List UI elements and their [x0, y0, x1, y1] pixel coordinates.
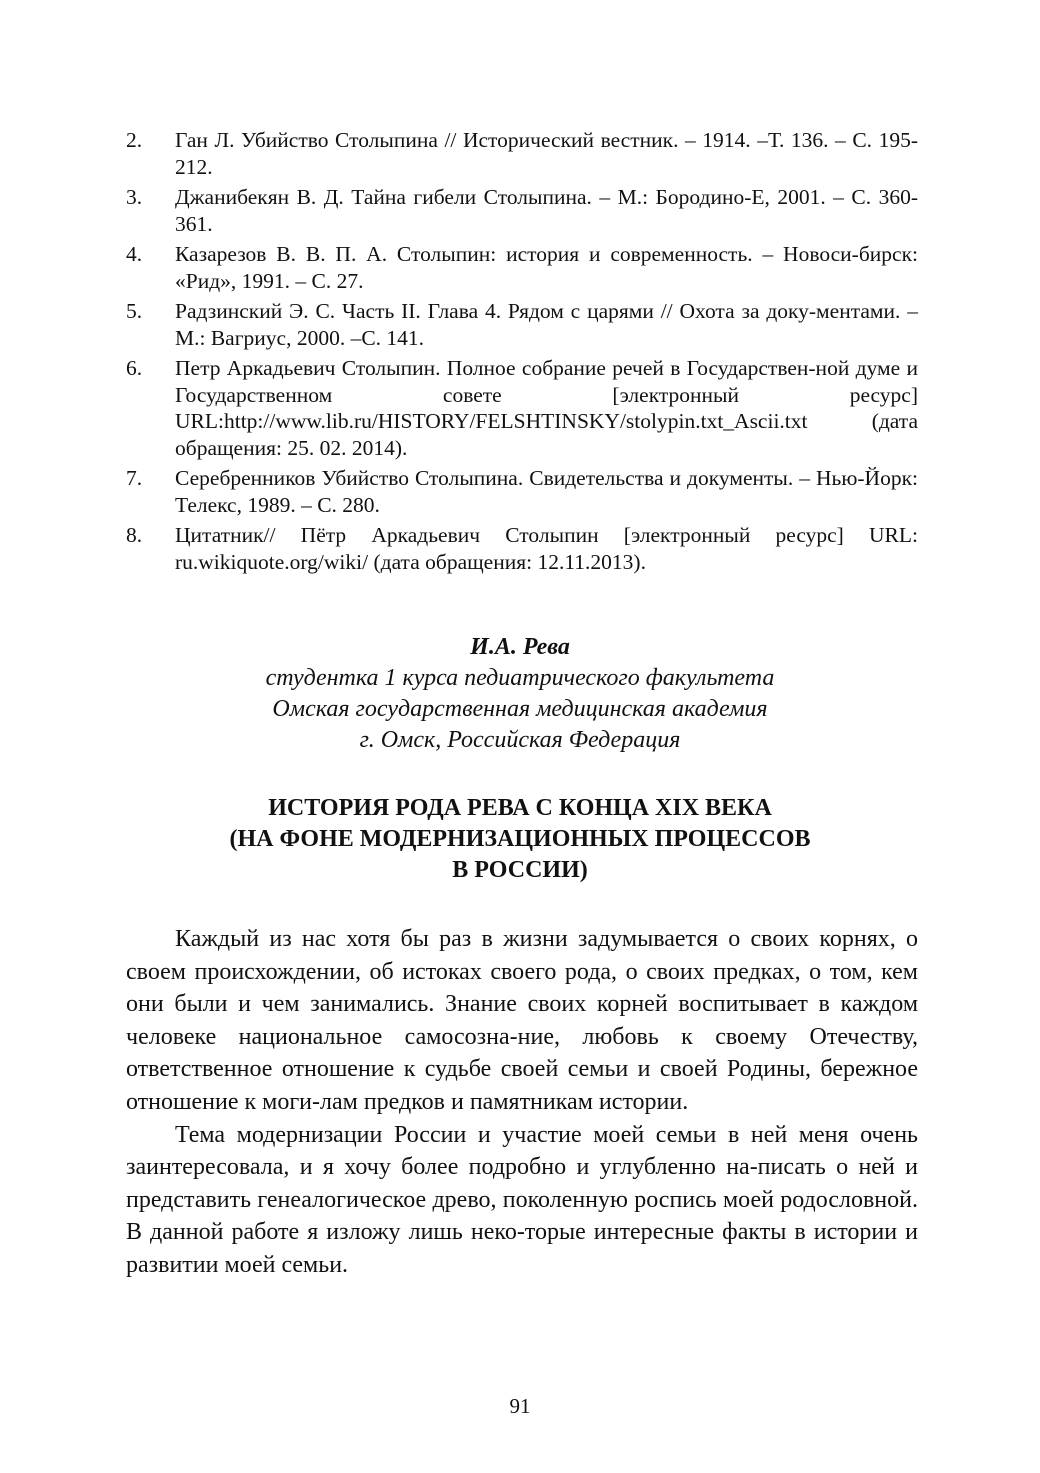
- title-line: ИСТОРИЯ РОДА РЕВА С КОНЦА XIX ВЕКА: [268, 795, 772, 821]
- reference-text: Ган Л. Убийство Столыпина // Исторический вестник. – 1914. –Т. 136. – С. 195-212.: [175, 128, 918, 179]
- article-body: [126, 923, 918, 1282]
- reference-number: 8.: [126, 523, 143, 547]
- body-paragraph: Тема модернизации России и участие моей семьи в ней меня очень заинтересовала, и я хочу более подробно и углубленно на-писать о ней и представить генеалогическое древо, поколенную роспись моей родословной. В данной работе я изложу лишь неко-торые интересные факты в истории и развитии моей семьи.: [126, 1121, 918, 1278]
- reference-text: Джанибекян В. Д. Тайна гибели Столыпина. – М.: Бородино-Е, 2001. – С. 360-361.: [175, 185, 918, 236]
- reference-number: 4.: [126, 242, 143, 266]
- reference-item: [126, 241, 918, 294]
- reference-number: 3.: [126, 185, 143, 209]
- reference-item: [126, 465, 918, 518]
- reference-number: 6.: [126, 356, 143, 380]
- reference-item: [126, 298, 918, 351]
- title-line: (НА ФОНЕ МОДЕРНИЗАЦИОННЫХ ПРОЦЕССОВ: [229, 826, 811, 852]
- reference-text: Серебренников Убийство Столыпина. Свидетельства и документы. – Нью-Йорк: Телекс, 1989. – С. 280.: [175, 466, 918, 517]
- reference-item: [126, 355, 918, 461]
- author-block: [0, 632, 1040, 756]
- article-title: [0, 793, 1040, 886]
- author-name: И.А. Рева: [470, 634, 570, 660]
- title-line: В РОССИИ): [452, 857, 588, 883]
- author-organization: Омская государственная медицинская академия: [272, 696, 768, 722]
- reference-number: 5.: [126, 299, 143, 323]
- reference-text: Цитатник// Пётр Аркадьевич Столыпин [электронный ресурс] URL: ru.wikiquote.org/wiki/ (дата обращения: 12.11.2013).: [175, 523, 918, 574]
- page-number: 91: [509, 1394, 531, 1418]
- reference-item: [126, 127, 918, 180]
- reference-item: [126, 184, 918, 237]
- author-position: студентка 1 курса педиатрического факультета: [265, 665, 775, 691]
- reference-text: Петр Аркадьевич Столыпин. Полное собрание речей в Государствен-ной думе и Государственном совете [электронный ресурс] URL:http://www.lib.ru/HISTORY/FELSHTINSKY/stolypin.txt_Ascii.txt (дата обращения: 25. 02. 2014).: [175, 356, 918, 460]
- reference-item: [126, 522, 918, 575]
- body-paragraph: Каждый из нас хотя бы раз в жизни задумывается о своих корнях, о своем происхождении, об истоках своего рода, о своих предках, о том, кем они были и чем занимались. Знание своих корней воспитывает в каждом человеке национальное самосозна-ние, любовь к своему Отечеству, ответственное отношение к судьбе своей семьи и своей Родины, бережное отношение к моги-лам предков и памятникам истории.: [126, 926, 918, 1115]
- reference-text: Казарезов В. В. П. А. Столыпин: история и современность. – Новоси-бирск: «Рид», 1991. – С. 27.: [175, 242, 918, 293]
- reference-number: 7.: [126, 466, 143, 490]
- reference-list: [126, 127, 918, 579]
- author-location: г. Омск, Российская Федерация: [359, 727, 681, 753]
- reference-number: 2.: [126, 128, 143, 152]
- reference-text: Радзинский Э. С. Часть II. Глава 4. Рядом с царями // Охота за доку-ментами. – М.: Вагриус, 2000. –С. 141.: [175, 299, 918, 350]
